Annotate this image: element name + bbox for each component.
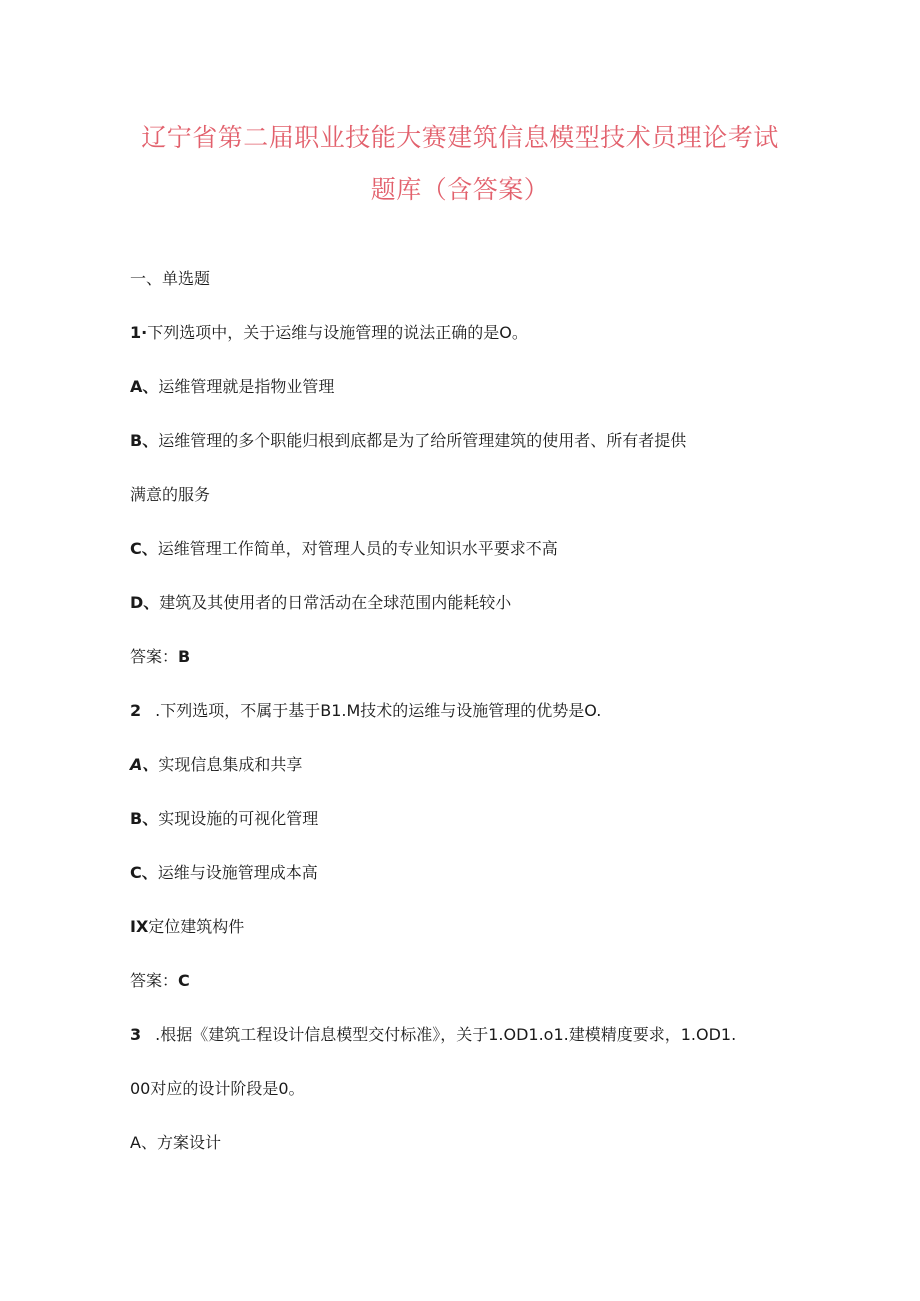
option-key: IX <box>130 917 149 936</box>
option-text: 运维管理工作简单，对管理人员的专业知识水平要求不高 <box>157 539 558 558</box>
option-text: 运维管理的多个职能归根到底都是为了给所管理建筑的使用者、所有者提供 <box>158 431 687 450</box>
option-key: B、 <box>130 431 159 450</box>
option-text: 运维管理就是指物业管理 <box>158 377 335 396</box>
option-c <box>130 860 318 883</box>
answer-2 <box>130 968 190 991</box>
option-text: 满意的服务 <box>130 485 211 504</box>
option-key: A、 <box>130 755 159 774</box>
option-text: 建筑及其使用者的日常活动在全球范围内能耗较小 <box>159 593 512 612</box>
option-key: C、 <box>130 539 158 558</box>
option-a <box>130 374 334 397</box>
option-b-continued <box>130 482 210 505</box>
question-3 <box>130 1022 736 1045</box>
section-heading: 一、单选题 <box>130 269 211 288</box>
question-3-continued <box>130 1076 305 1099</box>
question-text: .下列选项，不属于基于B1.M技术的运维与设施管理的优势是O. <box>155 701 602 720</box>
question-number: 1· <box>130 323 148 342</box>
option-key: C、 <box>130 863 158 882</box>
option-key: A、 <box>130 1133 157 1152</box>
option-key: D、 <box>130 593 160 612</box>
question-number: 3 <box>130 1025 142 1044</box>
question-number: 2 <box>130 701 142 720</box>
option-text: 方案设计 <box>156 1133 221 1152</box>
option-a <box>130 752 302 775</box>
question-text: .根据《建筑工程设计信息模型交付标准》，关于1.OD1.o1.建模精度要求，1.OD1. <box>155 1025 737 1044</box>
option-c <box>130 536 558 559</box>
document-title-line2: 题库（含答案） <box>370 175 550 204</box>
answer-label: 答案： <box>130 971 179 990</box>
option-text: 实现设施的可视化管理 <box>158 809 319 828</box>
answer-value: C <box>178 971 190 990</box>
option-d <box>130 590 511 613</box>
option-text: 运维与设施管理成本高 <box>157 863 318 882</box>
option-text: 实现信息集成和共享 <box>158 755 303 774</box>
question-text: 00对应的设计阶段是0。 <box>130 1079 305 1098</box>
question-1 <box>130 320 528 343</box>
option-key: A、 <box>130 377 159 396</box>
option-text: 定位建筑构件 <box>148 917 245 936</box>
option-d <box>130 914 244 937</box>
answer-value: B <box>178 647 191 666</box>
question-2 <box>130 698 601 721</box>
option-b <box>130 806 318 829</box>
answer-label: 答案： <box>130 647 179 666</box>
question-text: 下列选项中，关于运维与设施管理的说法正确的是O。 <box>147 323 528 342</box>
option-b <box>130 428 686 451</box>
option-a <box>130 1130 221 1153</box>
answer-1 <box>130 644 190 667</box>
option-key: B、 <box>130 809 159 828</box>
document-title-line1: 辽宁省第二届职业技能大赛建筑信息模型技术员理论考试 <box>141 123 779 152</box>
